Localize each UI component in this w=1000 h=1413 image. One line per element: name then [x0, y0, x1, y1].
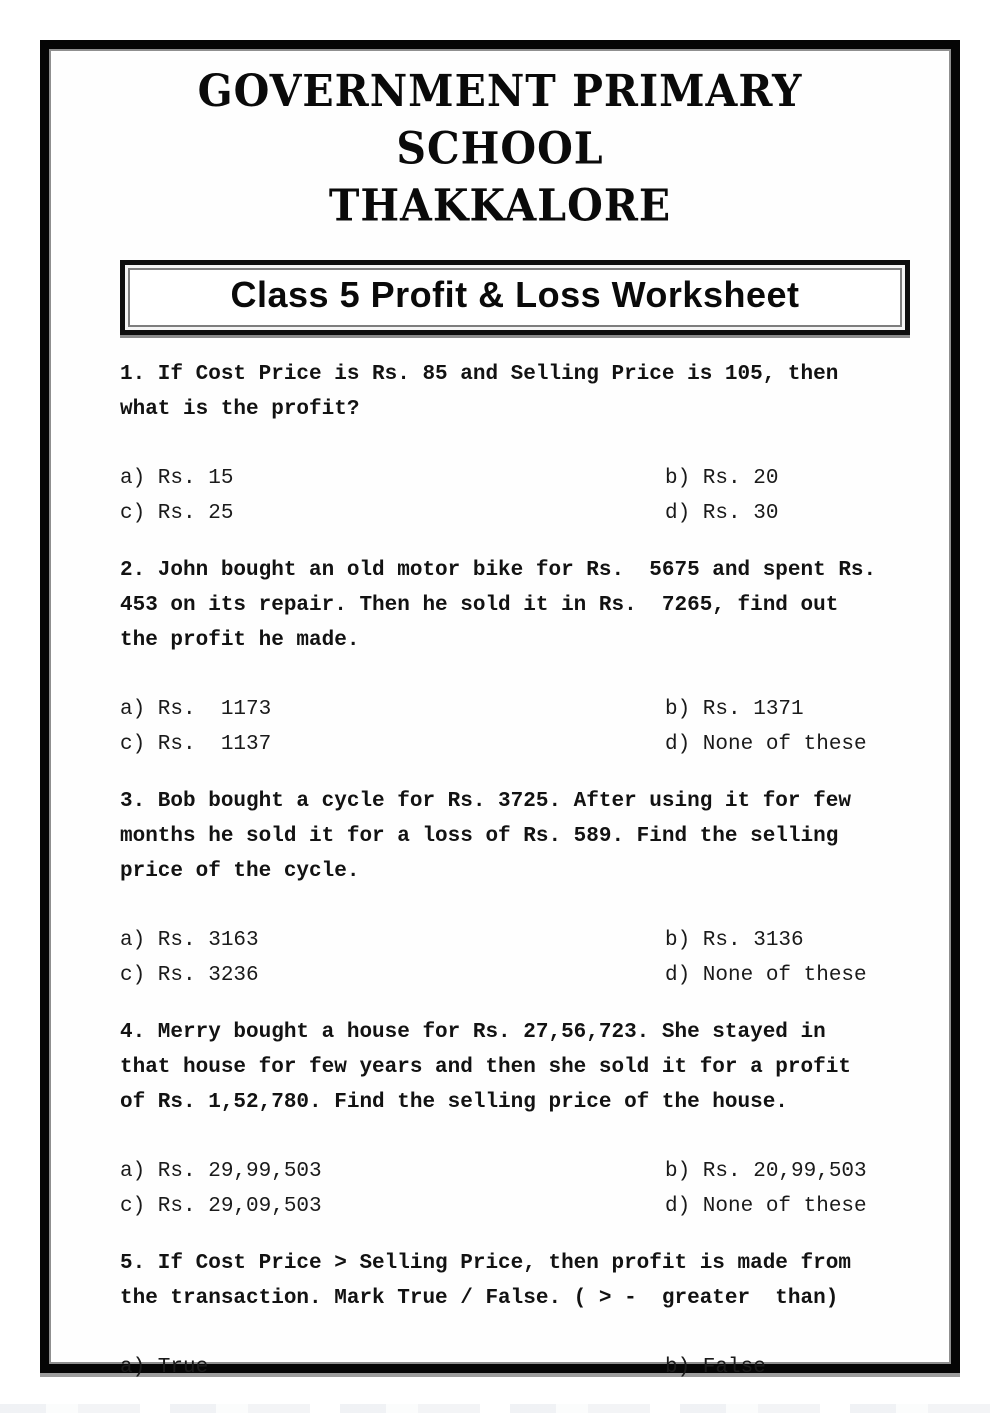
option-item-q2-a[interactable]: a) Rs. 1173 [120, 698, 272, 721]
next-page-cutoff-strip [0, 1404, 1000, 1413]
option-item-q2-b[interactable]: b) Rs. 1371 [665, 698, 804, 721]
question-text: 1. If Cost Price is Rs. 85 and Selling Price is 105, then what is the profit? [120, 363, 851, 421]
school-name-line1: GOVERNMENT PRIMARY SCHOOL [197, 65, 803, 175]
option-item-q1-d[interactable]: d) Rs. 30 [665, 502, 779, 525]
option-item-q1-b[interactable]: b) Rs. 20 [665, 467, 779, 490]
option-item-q4-a[interactable]: a) Rs. 29,99,503 [120, 1160, 322, 1183]
option-item-q5-b[interactable]: b) False [665, 1356, 766, 1379]
option-item-q4-b[interactable]: b) Rs. 20,99,503 [665, 1160, 867, 1183]
options-grid [120, 1350, 880, 1385]
option-item-q3-b[interactable]: b) Rs. 3136 [665, 929, 804, 952]
worksheet-page-frame [40, 40, 960, 1379]
questions-list [120, 357, 889, 1385]
question-text: 2. John bought an old motor bike for Rs. 5675 and spent Rs. 453 on its repair. Then he sold it in Rs. 7265, find out the profit he made. [120, 559, 889, 652]
option-item-q4-c[interactable]: c) Rs. 29,09,503 [120, 1195, 322, 1218]
option-item-q3-c[interactable]: c) Rs. 3236 [120, 964, 259, 987]
option-item-q5-a[interactable]: a) True [120, 1356, 209, 1379]
options-grid [120, 692, 880, 762]
school-name-line2: THAKKALORE [328, 179, 672, 232]
question-block-3 [120, 784, 880, 993]
option-item-q3-a[interactable]: a) Rs. 3163 [120, 929, 259, 952]
question-block-2 [120, 553, 889, 762]
options-grid [120, 923, 880, 993]
question-text: 5. If Cost Price > Selling Price, then profit is made from the transaction. Mark True / False. ( > - greater than) [120, 1252, 864, 1310]
school-name-heading [120, 63, 880, 235]
question-block-4 [120, 1015, 880, 1224]
option-item-q4-d[interactable]: d) None of these [665, 1195, 867, 1218]
question-text: 3. Bob bought a cycle for Rs. 3725. After using it for few months he sold it for a loss of Rs. 589. Find the selling price of the cycle. [120, 790, 864, 883]
question-block-5 [120, 1246, 880, 1385]
worksheet-title-box-inner [128, 268, 902, 327]
question-text: 4. Merry bought a house for Rs. 27,56,723. She stayed in that house for few years and then she sold it for a profit of Rs. 1,52,780. Find the selling price of the house. [120, 1021, 864, 1114]
option-item-q2-c[interactable]: c) Rs. 1137 [120, 733, 272, 756]
options-grid [120, 1154, 880, 1224]
option-item-q1-c[interactable]: c) Rs. 25 [120, 502, 234, 525]
options-grid [120, 461, 880, 531]
worksheet-title-box [120, 260, 910, 335]
question-block-1 [120, 357, 880, 531]
worksheet-title: Class 5 Profit & Loss Worksheet [230, 274, 800, 315]
option-item-q2-d[interactable]: d) None of these [665, 733, 867, 756]
option-item-q1-a[interactable]: a) Rs. 15 [120, 467, 234, 490]
page-content [49, 49, 951, 1379]
option-item-q3-d[interactable]: d) None of these [665, 964, 867, 987]
